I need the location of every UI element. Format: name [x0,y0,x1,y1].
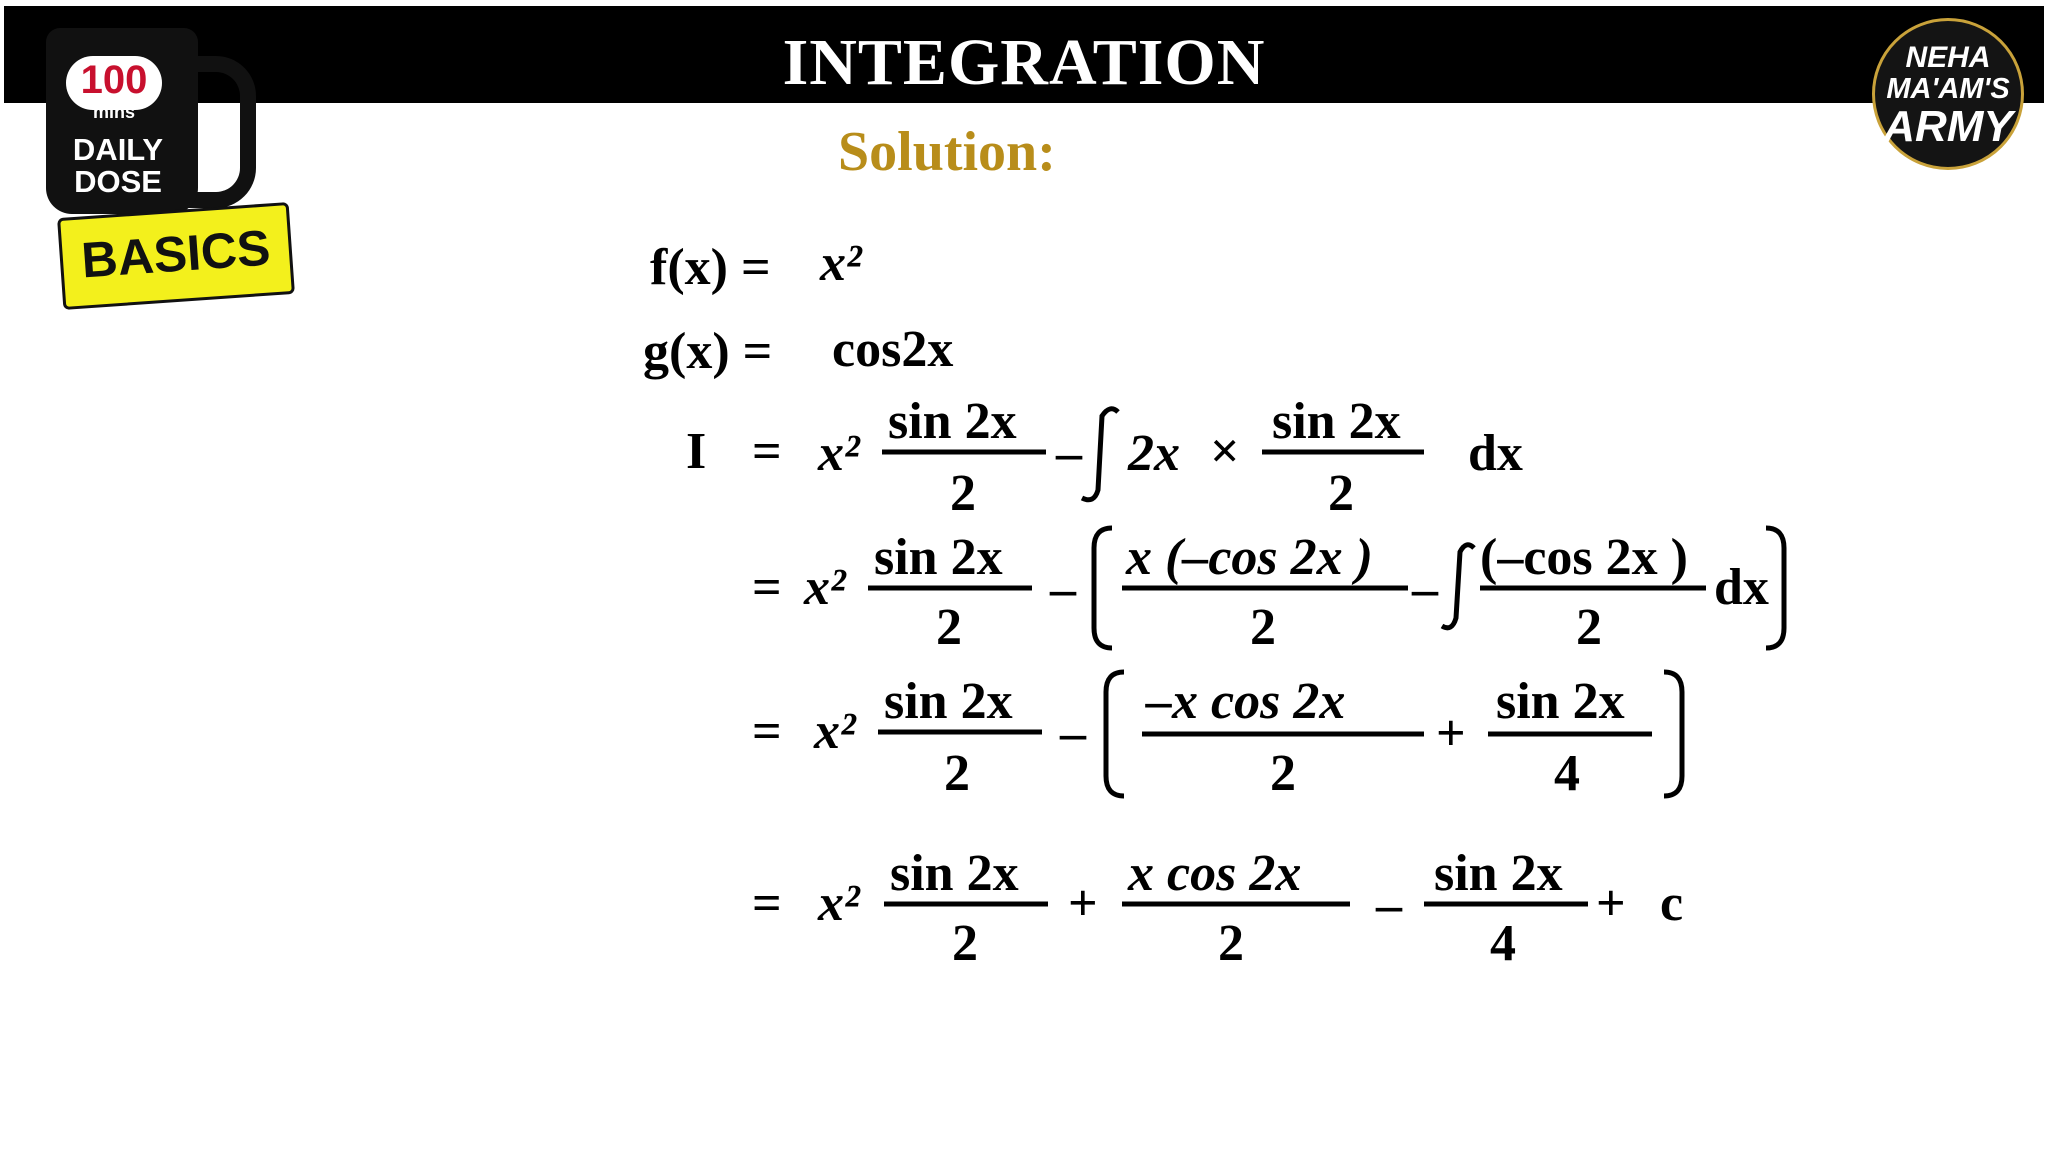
f-lhs: f(x) = [650,239,771,296]
den-3b: 2 [1270,745,1296,802]
num-1b: sin 2x [1272,393,1401,450]
minus-4: – [1060,705,1086,762]
minus-2: – [1050,561,1076,618]
den-4b: 2 [1218,915,1244,972]
eq-2: = [752,559,782,616]
x2-4: x² [818,875,860,932]
constant: c [1660,875,1684,932]
badge-line3: ARMY [1883,102,2013,151]
f-rhs: x² [820,235,862,292]
integral-icon [1442,545,1474,628]
x2-2: x² [804,559,846,616]
minus-3: – [1412,561,1438,618]
eq-3: = [752,703,782,760]
logo-unit: mins [92,102,135,122]
den-2c: 2 [1576,599,1602,656]
num-4a: sin 2x [890,845,1019,902]
banner-text: BASICS [79,219,273,289]
logo-line1: DAILY [72,132,164,167]
den-2b: 2 [1250,599,1276,656]
plus-2: + [1068,875,1098,932]
g-rhs: cos2x [832,321,954,378]
num-4b: x cos 2x [1128,845,1302,902]
g-lhs: g(x) = [643,323,773,380]
integral-icon [1082,409,1118,500]
x2-1: x² [818,425,860,482]
plus-1: + [1436,705,1466,762]
num-2c: (–cos 2x ) [1480,529,1688,586]
dx-2: dx [1714,559,1769,616]
right-paren [1664,672,1682,796]
den-1a: 2 [950,465,976,522]
badge-line1: NEHA [1905,41,1991,74]
den-4c: 4 [1490,915,1516,972]
times: × [1210,423,1240,480]
num-3c: sin 2x [1496,673,1625,730]
left-paren [1106,672,1124,796]
num-3a: sin 2x [884,673,1013,730]
two-x: 2x [1128,425,1180,482]
logo-number: 100 [66,56,162,110]
plus-3: + [1596,875,1626,932]
num-4c: sin 2x [1434,845,1563,902]
num-3b: –x cos 2x [1146,673,1346,730]
logo-line2: DOSE [74,164,162,199]
num-2b: x (–cos 2x ) [1126,529,1373,586]
left-paren [1094,528,1112,648]
minus-5: – [1376,877,1402,934]
den-3c: 4 [1554,745,1580,802]
num-2a: sin 2x [874,529,1003,586]
eq-1: = [752,423,782,480]
num-1a: sin 2x [888,393,1017,450]
x2-3: x² [814,703,856,760]
page-title: INTEGRATION [782,26,1266,99]
den-4a: 2 [952,915,978,972]
minus-1: – [1056,425,1082,482]
I-label: I [686,423,707,480]
den-1b: 2 [1328,465,1354,522]
den-2a: 2 [936,599,962,656]
dx-1: dx [1468,425,1523,482]
badge-line2: MA'AM'S [1886,73,2010,105]
den-3a: 2 [944,745,970,802]
solution-heading: Solution: [838,121,1056,183]
eq-4: = [752,875,782,932]
